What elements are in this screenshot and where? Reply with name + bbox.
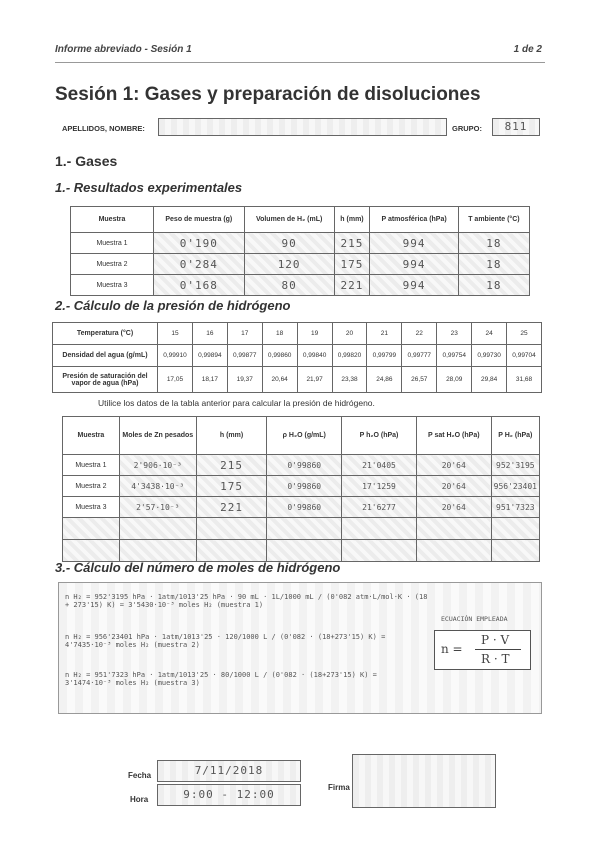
cell: 18 [262,323,297,345]
eq-numerator: P · V [481,633,510,647]
cell[interactable] [119,540,196,562]
col-muestra: Muestra [71,207,154,233]
cell[interactable] [196,518,267,540]
cell: 20,64 [262,367,297,393]
cell[interactable]: 0'284 [154,254,245,275]
cell[interactable]: 215 [196,455,267,476]
cell[interactable]: 18 [458,254,529,275]
cell[interactable]: 175 [334,254,370,275]
cell: 25 [507,323,542,345]
cell[interactable]: 994 [370,254,459,275]
cell: 24,86 [367,367,402,393]
cell[interactable]: 951'7323 [491,497,539,518]
cell[interactable] [342,540,417,562]
row-label: Presión de saturación del vapor de agua (hPa) [53,367,158,393]
cell: 0,99840 [297,345,332,367]
hydrogen-pressure-table [62,416,540,562]
cell[interactable] [416,540,491,562]
cell: 17,05 [158,367,193,393]
hora-label: Hora [130,795,149,804]
cell: 23 [437,323,472,345]
table-row [71,254,530,275]
cell[interactable]: 0'99860 [267,476,342,497]
results-table [70,206,530,296]
cell: 31,68 [507,367,542,393]
equation-box [434,630,531,670]
cell: 0,99730 [472,345,507,367]
cell[interactable] [416,518,491,540]
row-label: Densidad del agua (g/mL) [53,345,158,367]
col-header: P sat H₂O (hPa) [416,417,491,455]
pressure-title: 2.- Cálculo de la presión de hidrógeno [55,298,291,313]
cell[interactable]: 21'0405 [342,455,417,476]
equation-label: ECUACIÓN EMPLEADA [441,615,508,623]
cell: 0,99777 [402,345,437,367]
cell[interactable]: 215 [334,233,370,254]
col-header: Moles de Zn pesados [119,417,196,455]
cell[interactable]: 221 [196,497,267,518]
cell: 0,99820 [332,345,367,367]
table-row-empty [63,518,540,540]
cell: 19 [297,323,332,345]
cell: 0,99799 [367,345,402,367]
cell[interactable] [63,518,120,540]
cell[interactable] [267,518,342,540]
calc-line-3: n H₂ = 951'7323 hPa · 1atm/1013'25 · 80/1000 L / (0'082 · (18+273'15) K) = 3'1474·10⁻³ moles H₂ (muestra 3) [65,671,377,687]
cell[interactable]: 2'906·10⁻³ [119,455,196,476]
cell[interactable]: 2'57·10⁻³ [119,497,196,518]
cell: 24 [472,323,507,345]
cell: 0,99894 [192,345,227,367]
firma-label: Firma [328,783,350,792]
cell[interactable] [63,540,120,562]
cell[interactable]: 956'23401 [491,476,539,497]
cell: 29,84 [472,367,507,393]
cell: 26,57 [402,367,437,393]
cell: 0,99704 [507,345,542,367]
col-patm: P atmosférica (hPa) [370,207,459,233]
group-label: GRUPO: [452,124,482,133]
cell: 17 [227,323,262,345]
instruction-note: Utilice los datos de la tabla anterior para calcular la presión de hidrógeno. [98,398,375,408]
cell: 0,99877 [227,345,262,367]
cell: 0,99860 [262,345,297,367]
cell: 16 [192,323,227,345]
cell: 23,38 [332,367,367,393]
table-row [63,476,540,497]
cell[interactable]: 21'6277 [342,497,417,518]
table-row [63,455,540,476]
cell[interactable]: 175 [196,476,267,497]
cell[interactable] [119,518,196,540]
calc-line-2: n H₂ = 956'23401 hPa · 1atm/1013'25 · 120/1000 L / (0'082 · (18+273'15) K) = 4'7435·10⁻³ moles H₂ (muestra 2) [65,633,386,649]
cell[interactable]: 80 [244,275,334,296]
table-row [63,497,540,518]
col-header: h (mm) [196,417,267,455]
moles-title: 3.- Cálculo del número de moles de hidrógeno [55,560,341,575]
col-tamb: T ambiente (°C) [458,207,529,233]
cell[interactable]: 90 [244,233,334,254]
cell[interactable]: 18 [458,275,529,296]
row-label: Muestra 2 [63,476,120,497]
calc-line-1: n H₂ = 952'3195 hPa · 1atm/1013'25 hPa · 90 mL · 1L/1000 mL / (0'082 atm·L/mol·K · (18 + 273'15) K) = 3'5430·10⁻³ moles H₂ (muestra 1) [65,593,428,609]
cell[interactable]: 221 [334,275,370,296]
col-volumen: Volumen de H₂ (mL) [244,207,334,233]
hora-field[interactable]: 9:00 - 12:00 [157,784,301,806]
cell: 0,99754 [437,345,472,367]
cell[interactable]: 0'99860 [267,497,342,518]
cell[interactable]: 18 [458,233,529,254]
fecha-field[interactable]: 7/11/2018 [157,760,301,782]
cell: 22 [402,323,437,345]
firma-field[interactable] [352,754,496,808]
cell[interactable]: 20'64 [416,455,491,476]
group-field[interactable]: 811 [492,118,540,136]
cell: 15 [158,323,193,345]
eq-lhs: n = [441,642,463,656]
cell[interactable] [342,518,417,540]
cell[interactable]: 0'190 [154,233,245,254]
row-label: Temperatura (°C) [53,323,158,345]
eq-fraction-bar [475,649,521,650]
row-label: Muestra 1 [63,455,120,476]
cell[interactable]: 994 [370,275,459,296]
cell[interactable] [196,540,267,562]
results-title: 1.- Resultados experimentales [55,180,243,195]
cell[interactable]: 0'168 [154,275,245,296]
cell: 21 [367,323,402,345]
col-header: Muestra [63,417,120,455]
col-header: ρ H₂O (g/mL) [267,417,342,455]
name-label: APELLIDOS, NOMBRE: [62,124,145,133]
cell[interactable]: 120 [244,254,334,275]
cell[interactable] [491,518,539,540]
row-label: Muestra 3 [63,497,120,518]
cell[interactable]: 4'3438·10⁻³ [119,476,196,497]
cell[interactable]: 0'99860 [267,455,342,476]
calculation-area[interactable] [58,582,542,714]
cell: 28,09 [437,367,472,393]
header-divider [55,62,545,63]
cell: 0,99910 [158,345,193,367]
cell[interactable]: 952'3195 [491,455,539,476]
cell: 18,17 [192,367,227,393]
row-label: Muestra 1 [71,233,154,254]
cell: 21,97 [297,367,332,393]
cell: 19,37 [227,367,262,393]
row-label: Muestra 2 [71,254,154,275]
section-gases-title: 1.- Gases [55,153,118,169]
col-header: P h₂O (hPa) [342,417,417,455]
table-row [71,275,530,296]
header-page-number: 1 de 2 [513,44,542,55]
cell[interactable] [267,540,342,562]
col-peso: Peso de muestra (g) [154,207,245,233]
eq-denominator: R · T [481,652,510,666]
table-row [71,233,530,254]
water-data-table [52,322,542,393]
cell[interactable]: 17'1259 [342,476,417,497]
table-row-empty [63,540,540,562]
col-h: h (mm) [334,207,370,233]
cell[interactable]: 20'64 [416,497,491,518]
cell[interactable]: 994 [370,233,459,254]
row-label: Muestra 3 [71,275,154,296]
header-left: Informe abreviado - Sesión 1 [55,44,192,55]
name-field[interactable] [158,118,447,136]
cell[interactable] [491,540,539,562]
page-title: Sesión 1: Gases y preparación de disoluciones [55,84,481,105]
fecha-label: Fecha [128,771,152,780]
cell[interactable]: 20'64 [416,476,491,497]
cell: 20 [332,323,367,345]
col-header: P H₂ (hPa) [491,417,539,455]
